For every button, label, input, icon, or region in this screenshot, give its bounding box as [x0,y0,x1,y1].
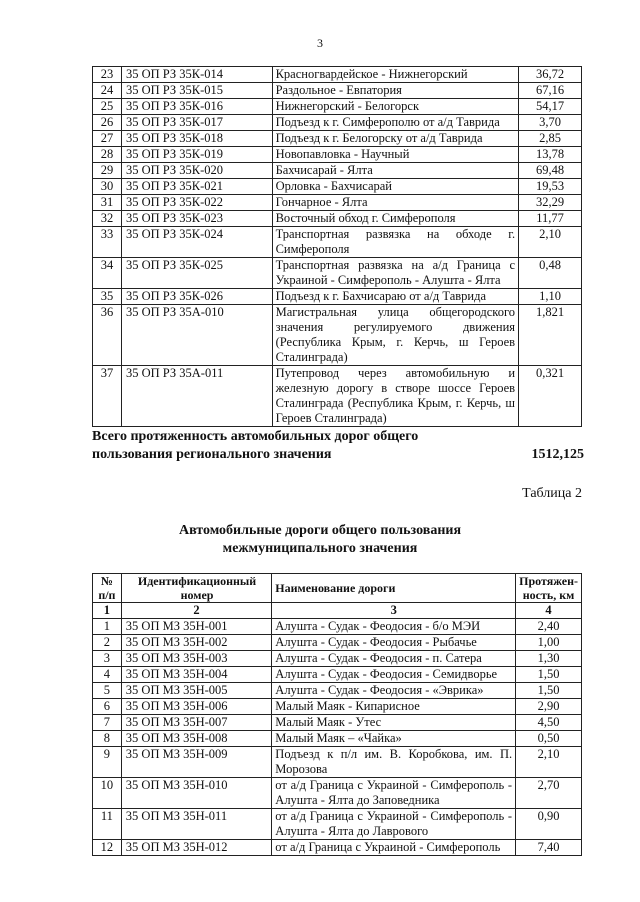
row-number: 35 [93,289,122,305]
road-name: Алушта - Судак - Феодосия - б/о МЭИ [272,619,516,635]
row-number: 24 [93,83,122,99]
road-id: 35 ОП МЗ 35Н-006 [121,699,272,715]
road-id: 35 ОП МЗ 35Н-011 [121,809,272,840]
row-number: 23 [93,67,122,83]
road-name: Нижнегорский - Белогорск [272,99,518,115]
road-length: 1,30 [516,651,582,667]
road-name: Бахчисарай - Ялта [272,163,518,179]
table-row [93,778,582,809]
row-number: 36 [93,305,122,366]
road-length: 2,40 [516,619,582,635]
road-length: 3,70 [519,115,582,131]
road-name: Транспортная развязка на а/д Граница с Украиной - Симферополь - Алушта - Ялта [272,258,518,289]
road-id: 35 ОП МЗ 35Н-002 [121,635,272,651]
road-id: 35 ОП РЗ 35К-019 [121,147,272,163]
road-id: 35 ОП МЗ 35Н-007 [121,715,272,731]
road-name: Алушта - Судак - Феодосия - Семидворье [272,667,516,683]
road-id: 35 ОП МЗ 35Н-004 [121,667,272,683]
road-id: 35 ОП РЗ 35К-024 [121,227,272,258]
table-row [93,83,582,99]
road-id: 35 ОП РЗ 35К-022 [121,195,272,211]
road-name: Раздольное - Евпатория [272,83,518,99]
road-name: Малый Маяк – «Чайка» [272,731,516,747]
table-row [93,366,582,427]
intermunicipal-roads-table [92,573,582,856]
total-length-value: 1512,125 [531,447,584,462]
road-length: 1,00 [516,635,582,651]
row-number: 32 [93,211,122,227]
road-id: 35 ОП РЗ 35К-021 [121,179,272,195]
road-name: Подъезд к г. Бахчисараю от а/д Таврида [272,289,518,305]
row-number: 11 [93,809,122,840]
road-name: Малый Маяк - Кипарисное [272,699,516,715]
row-number: 31 [93,195,122,211]
road-name: Алушта - Судак - Феодосия - п. Сатера [272,651,516,667]
row-number: 6 [93,699,122,715]
road-id: 35 ОП РЗ 35А-010 [121,305,272,366]
road-length: 1,50 [516,683,582,699]
road-length: 2,10 [516,747,582,778]
road-id: 35 ОП МЗ 35Н-003 [121,651,272,667]
road-id: 35 ОП МЗ 35Н-008 [121,731,272,747]
table-row [93,840,582,856]
table-row [93,809,582,840]
road-id: 35 ОП РЗ 35К-020 [121,163,272,179]
row-number: 33 [93,227,122,258]
road-length: 0,90 [516,809,582,840]
road-length: 0,321 [519,366,582,427]
row-number: 8 [93,731,122,747]
table-row [93,651,582,667]
row-number: 2 [93,635,122,651]
road-id: 35 ОП МЗ 35Н-009 [121,747,272,778]
row-number: 26 [93,115,122,131]
road-length: 69,48 [519,163,582,179]
road-length: 2,70 [516,778,582,809]
row-number: 10 [93,778,122,809]
road-id: 35 ОП РЗ 35К-017 [121,115,272,131]
road-name: Гончарное - Ялта [272,195,518,211]
row-number: 30 [93,179,122,195]
road-name: Магистральная улица общегородского значения регулируемого движения (Республика Крым, г. Керчь, ш Героев Сталинграда) [272,305,518,366]
road-length: 36,72 [519,67,582,83]
road-name: от а/д Граница с Украиной - Симферополь - Алушта - Ялта до Лаврового [272,809,516,840]
table-row [93,115,582,131]
table-2-title-line-2: межмуниципального значения [222,541,418,556]
table-row [93,131,582,147]
road-name: Подъезд к п/л им. В. Коробкова, им. П. Морозова [272,747,516,778]
road-id: 35 ОП РЗ 35К-025 [121,258,272,289]
road-length: 19,53 [519,179,582,195]
table-row [93,747,582,778]
table-row [93,683,582,699]
road-id: 35 ОП РЗ 35К-026 [121,289,272,305]
road-length: 0,48 [519,258,582,289]
road-id: 35 ОП РЗ 35К-015 [121,83,272,99]
total-length [92,428,584,464]
table-row [93,289,582,305]
road-length: 67,16 [519,83,582,99]
road-id: 35 ОП РЗ 35К-023 [121,211,272,227]
row-number: 3 [93,651,122,667]
table-row [93,195,582,211]
table-row [93,667,582,683]
road-length: 13,78 [519,147,582,163]
column-number: 1 [93,603,122,619]
road-length: 7,40 [516,840,582,856]
road-length: 32,29 [519,195,582,211]
table-row [93,731,582,747]
row-number: 7 [93,715,122,731]
table-row [93,258,582,289]
table-row [93,227,582,258]
column-number-row [93,603,582,619]
row-number: 37 [93,366,122,427]
header-id: Идентификационный номер [121,574,272,603]
road-length: 4,50 [516,715,582,731]
road-length: 11,77 [519,211,582,227]
road-length: 2,90 [516,699,582,715]
table-2-title-line-1: Автомобильные дороги общего пользования [178,523,462,538]
table-row [93,179,582,195]
table-row [93,635,582,651]
row-number: 34 [93,258,122,289]
road-id: 35 ОП РЗ 35К-018 [121,131,272,147]
road-name: от а/д Граница с Украиной - Симферополь - Алушта - Ялта до Заповедника [272,778,516,809]
row-number: 27 [93,131,122,147]
table-header-row [93,574,582,603]
table-row [93,619,582,635]
road-name: Подъезд к г. Симферополю от а/д Таврида [272,115,518,131]
road-name: Восточный обход г. Симферополя [272,211,518,227]
road-id: 35 ОП МЗ 35Н-012 [121,840,272,856]
column-number: 2 [121,603,272,619]
road-name: Орловка - Бахчисарай [272,179,518,195]
road-name: Алушта - Судак - Феодосия - Рыбачье [272,635,516,651]
column-number: 3 [272,603,516,619]
table-row [93,715,582,731]
road-length: 1,10 [519,289,582,305]
page-number: 3 [317,36,323,50]
table-row [93,305,582,366]
road-length: 2,85 [519,131,582,147]
table-row [93,147,582,163]
road-name: Малый Маяк - Утес [272,715,516,731]
road-name: от а/д Граница с Украиной - Симферополь [272,840,516,856]
total-length-label: Всего протяженность автомобильных дорог общего пользования регионального значения [92,429,419,462]
header-length: Протяжен-ность, км [516,574,582,603]
table-row [93,211,582,227]
road-name: Транспортная развязка на обходе г. Симферополя [272,227,518,258]
table-2-label: Таблица 2 [522,486,582,501]
regional-roads-table [92,66,582,427]
road-name: Алушта - Судак - Феодосия - «Эврика» [272,683,516,699]
road-id: 35 ОП РЗ 35К-016 [121,99,272,115]
road-length: 1,821 [519,305,582,366]
row-number: 9 [93,747,122,778]
table-2-title [0,522,640,558]
road-id: 35 ОП РЗ 35К-014 [121,67,272,83]
table-row [93,67,582,83]
row-number: 1 [93,619,122,635]
road-id: 35 ОП РЗ 35А-011 [121,366,272,427]
row-number: 28 [93,147,122,163]
row-number: 12 [93,840,122,856]
road-name: Путепровод через автомобильную и железную дорогу в створе шоссе Героев Сталинграда (Республика Крым, г. Керчь, ш Героев Сталинграда) [272,366,518,427]
road-name: Новопавловка - Научный [272,147,518,163]
road-length: 1,50 [516,667,582,683]
road-id: 35 ОП МЗ 35Н-005 [121,683,272,699]
road-length: 54,17 [519,99,582,115]
header-num: № п/п [93,574,122,603]
row-number: 29 [93,163,122,179]
table-row [93,99,582,115]
road-length: 0,50 [516,731,582,747]
road-name: Подъезд к г. Белогорску от а/д Таврида [272,131,518,147]
table-row [93,699,582,715]
road-length: 2,10 [519,227,582,258]
road-id: 35 ОП МЗ 35Н-001 [121,619,272,635]
road-name: Красногвардейское - Нижнегорский [272,67,518,83]
column-number: 4 [516,603,582,619]
header-name: Наименование дороги [272,574,516,603]
row-number: 4 [93,667,122,683]
row-number: 5 [93,683,122,699]
table-row [93,163,582,179]
road-id: 35 ОП МЗ 35Н-010 [121,778,272,809]
row-number: 25 [93,99,122,115]
